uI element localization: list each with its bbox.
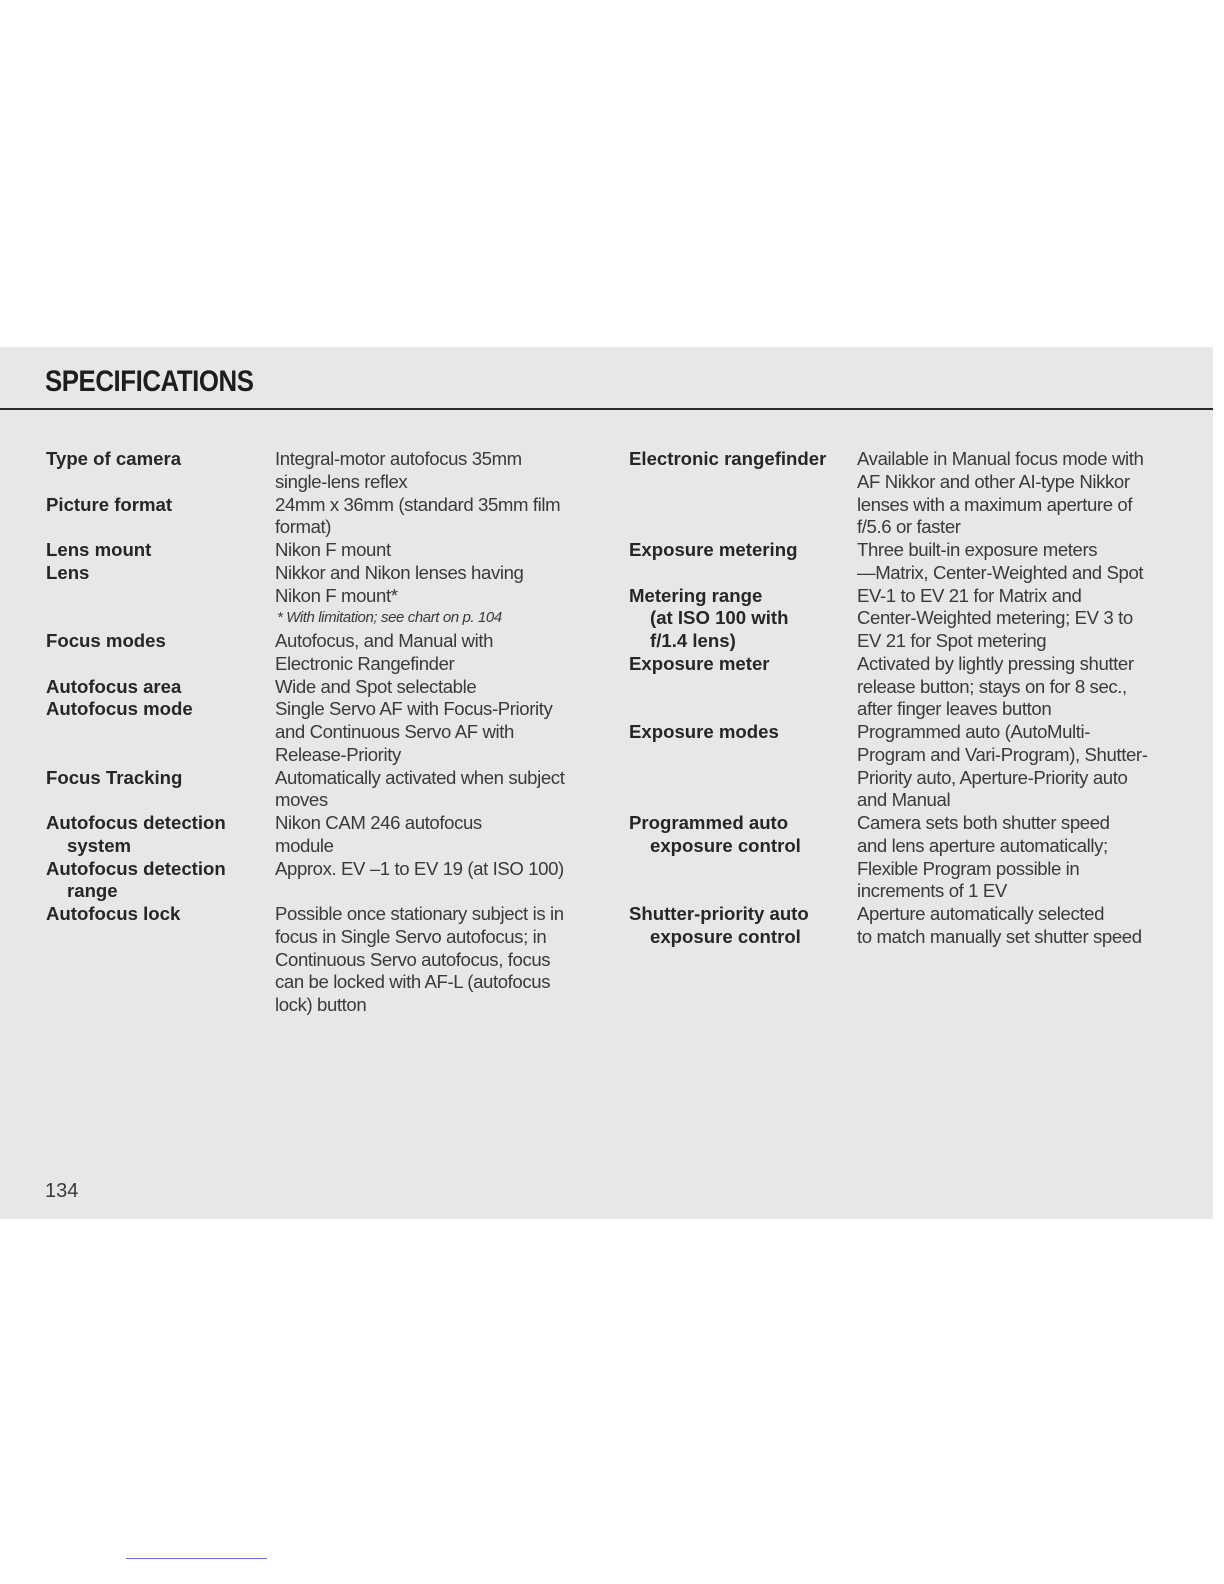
page-title: SPECIFICATIONS	[45, 365, 254, 398]
spec-value: Nikon CAM 246 autofocus module	[275, 812, 482, 856]
spec-value: Nikon F mount	[275, 539, 391, 560]
spec-value: Automatically activated when subject moves	[275, 766, 565, 811]
spec-row-focus-modes	[46, 630, 611, 676]
spec-label: Autofocus detection range	[46, 857, 226, 902]
spec-label: Exposure meter	[629, 652, 770, 674]
spec-value: Three built-in exposure meters —Matrix, Center-Weighted and Spot	[857, 539, 1144, 583]
spec-value: EV-1 to EV 21 for Matrix and Center-Weighted metering; EV 3 to EV 21 for Spot metering	[857, 584, 1133, 651]
spec-label: Autofocus detection system	[46, 812, 226, 856]
spec-label: Lens	[46, 561, 90, 583]
spec-label: Exposure metering	[629, 539, 798, 560]
spec-value: Camera sets both shutter speed and lens aperture automatically; Flexible Program possible in increments of 1 EV	[857, 812, 1110, 902]
spec-label: Picture format	[46, 493, 173, 515]
spec-value: Integral-motor autofocus 35mm single-lens reflex	[275, 448, 522, 492]
spec-row-autofocus-lock	[46, 903, 611, 1017]
spec-label: Metering range (at ISO 100 with f/1.4 lens)	[629, 584, 789, 651]
spec-row-af-detection-system	[46, 812, 611, 858]
right-spec-column	[629, 448, 1213, 949]
spec-row-programmed-auto	[629, 812, 1213, 903]
footnote: * With limitation; see chart on p. 104	[277, 609, 502, 627]
spec-value: Available in Manual focus mode with AF Nikkor and other AI-type Nikkor lenses with a maximum aperture of f/5.6 or faster	[857, 448, 1144, 538]
spec-label: Electronic rangefinder	[629, 448, 827, 469]
spec-label: Focus modes	[46, 630, 166, 651]
spec-label: Lens mount	[46, 539, 152, 560]
spec-label: Autofocus mode	[46, 698, 193, 720]
spec-value: Wide and Spot selectable	[275, 675, 477, 697]
page-number: 134	[45, 1180, 79, 1202]
spec-value: 24mm x 36mm (standard 35mm film format)	[275, 493, 561, 538]
spec-value: Aperture automatically selected to match manually set shutter speed	[857, 903, 1142, 947]
spec-row-electronic-rangefinder	[629, 448, 1213, 539]
spec-label: Type of camera	[46, 448, 182, 469]
spec-value: Nikkor and Nikon lenses having Nikon F mount* * With limitation; see chart on p. 104	[275, 562, 611, 630]
spec-row-autofocus-area	[46, 676, 611, 699]
spec-value: Single Servo AF with Focus-Priority and Continuous Servo AF with Release-Priority	[275, 698, 553, 765]
spec-row-exposure-modes	[629, 721, 1213, 812]
spec-label: Autofocus area	[46, 675, 182, 697]
spec-page	[0, 347, 1213, 1219]
spec-row-af-detection-range	[46, 858, 611, 904]
left-spec-column	[46, 448, 611, 1017]
spec-row-metering-range	[629, 585, 1213, 653]
spec-value: Programmed auto (AutoMulti- Program and Vari-Program), Shutter- Priority auto, Aperture-Priority auto and Manual	[857, 721, 1148, 811]
spec-row-exposure-meter	[629, 653, 1213, 721]
spec-value: Activated by lightly pressing shutter release button; stays on for 8 sec., after finger leaves button	[857, 652, 1134, 720]
spec-row-lens-mount	[46, 539, 611, 562]
spec-label: Exposure modes	[629, 721, 779, 742]
spec-row-shutter-priority	[629, 903, 1213, 949]
spec-label: Autofocus lock	[46, 903, 181, 924]
spec-row-exposure-metering	[629, 539, 1213, 585]
spec-value: Autofocus, and Manual with Electronic Rangefinder	[275, 630, 494, 674]
title-rule	[0, 408, 1213, 410]
spec-row-picture-format	[46, 494, 611, 540]
spec-row-type-of-camera	[46, 448, 611, 494]
spec-label: Shutter-priority auto exposure control	[629, 903, 809, 947]
spec-label: Focus Tracking	[46, 766, 183, 788]
spec-row-autofocus-mode	[46, 698, 611, 766]
spec-row-lens	[46, 562, 611, 630]
link-underline[interactable]	[126, 1558, 267, 1559]
spec-label: Programmed auto exposure control	[629, 812, 801, 856]
spec-row-focus-tracking	[46, 767, 611, 813]
spec-value: Approx. EV –1 to EV 19 (at ISO 100)	[275, 857, 564, 879]
spec-value: Possible once stationary subject is in focus in Single Servo autofocus; in Continuous Servo autofocus, focus can be locked with AF-L (autofocus lock) button	[275, 903, 564, 1015]
